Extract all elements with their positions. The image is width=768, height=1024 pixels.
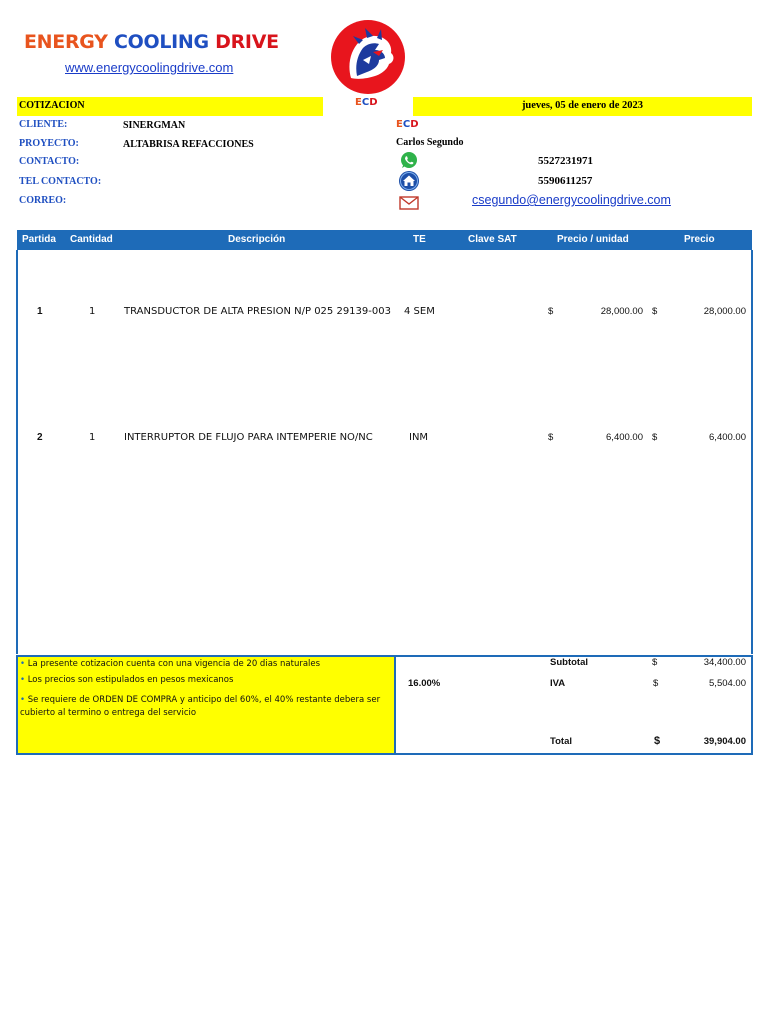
total-currency: $ xyxy=(654,735,661,747)
ecd-mark: ECD xyxy=(396,119,419,130)
col-clave-sat: Clave SAT xyxy=(468,234,517,245)
row-unit-currency: $ xyxy=(548,432,554,443)
iva-rate: 16.00% xyxy=(408,678,441,689)
contacto-label: CONTACTO: xyxy=(19,156,80,167)
col-precio-unidad: Precio / unidad xyxy=(557,234,629,245)
seller-phone: 5590611257 xyxy=(538,175,593,187)
proyecto-value: ALTABRISA REFACCIONES xyxy=(123,139,254,150)
row-partida: 1 xyxy=(37,306,43,317)
table-body xyxy=(16,250,753,654)
ecd-mark-top: ECD xyxy=(355,97,378,108)
proyecto-label: PROYECTO: xyxy=(19,138,79,149)
home-icon xyxy=(398,170,420,192)
iva-value: 5,504.00 xyxy=(709,678,746,689)
seller-whatsapp: 5527231971 xyxy=(538,155,593,167)
quote-title: COTIZACION xyxy=(19,100,85,111)
cliente-value: SINERGMAN xyxy=(123,120,186,131)
row-unit-price: 6,400.00 xyxy=(606,432,643,443)
whatsapp-icon xyxy=(398,151,420,169)
col-cantidad: Cantidad xyxy=(70,234,113,245)
note-item: • La presente cotizacion cuenta con una vigencia de 20 dias naturales xyxy=(20,659,321,669)
subtotal-label: Subtotal xyxy=(550,657,588,668)
col-descripcion: Descripción xyxy=(228,234,286,245)
row-price-currency: $ xyxy=(652,306,658,317)
iva-currency: $ xyxy=(653,678,659,689)
cliente-label: CLIENTE: xyxy=(19,119,68,130)
lion-logo-icon xyxy=(329,20,407,95)
row-partida: 2 xyxy=(37,432,43,443)
quote-footer xyxy=(16,655,753,755)
row-unit-price: 28,000.00 xyxy=(600,306,643,317)
website-link[interactable]: www.energycoolingdrive.com xyxy=(65,60,234,75)
row-descripcion: TRANSDUCTOR DE ALTA PRESION N/P 025 29139-003 xyxy=(124,306,391,317)
seller-email-link[interactable]: csegundo@energycoolingdrive.com xyxy=(472,193,671,207)
conditions-notes xyxy=(18,657,396,753)
mail-icon xyxy=(399,196,421,214)
subtotal-value: 34,400.00 xyxy=(703,657,746,668)
col-precio: Precio xyxy=(684,234,715,245)
total-value: 39,904.00 xyxy=(703,736,746,747)
row-price-currency: $ xyxy=(652,432,658,443)
correo-label: CORREO: xyxy=(19,195,67,206)
date-bar xyxy=(413,97,752,116)
seller-name: Carlos Segundo xyxy=(396,137,464,148)
col-te: TE xyxy=(413,234,426,245)
subtotal-currency: $ xyxy=(652,657,658,668)
brand-word-drive: DRIVE xyxy=(215,31,279,53)
row-cantidad: 1 xyxy=(89,432,96,443)
row-te: 4 SEM xyxy=(404,306,435,317)
brand-word-cooling: COOLING xyxy=(113,31,209,53)
row-price: 28,000.00 xyxy=(703,306,746,317)
tel-contacto-label: TEL CONTACTO: xyxy=(19,176,102,187)
row-price: 6,400.00 xyxy=(709,432,746,443)
total-label: Total xyxy=(550,736,572,747)
brand-word-energy: ENERGY xyxy=(24,31,108,53)
brand-name xyxy=(24,31,279,53)
table-header xyxy=(17,230,752,250)
note-item: • Los precios son estipulados en pesos mexicanos xyxy=(20,675,234,685)
quote-date: jueves, 05 de enero de 2023 xyxy=(521,100,644,111)
col-partida: Partida xyxy=(22,234,56,245)
row-descripcion: INTERRUPTOR DE FLUJO PARA INTEMPERIE NO/NC xyxy=(124,432,373,443)
row-te: INM xyxy=(409,432,429,443)
note-item: • Se requiere de ORDEN DE COMPRA y anticipo del 60%, el 40% restante debera ser cubierto al termino o entrega del servicio xyxy=(20,695,381,718)
row-unit-currency: $ xyxy=(548,306,554,317)
quote-title-bar xyxy=(17,97,323,116)
row-cantidad: 1 xyxy=(89,306,96,317)
iva-label: IVA xyxy=(550,678,566,689)
